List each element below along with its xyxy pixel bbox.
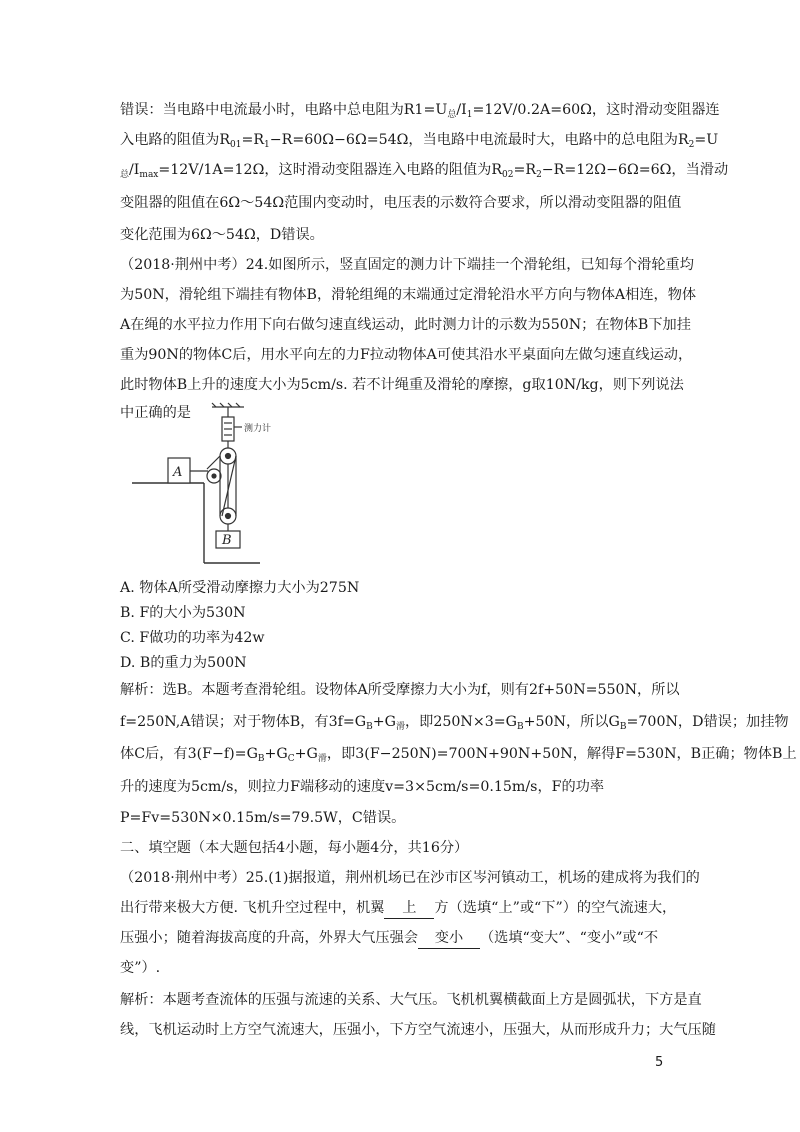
answer-blank-2: 变小	[418, 928, 480, 949]
question-24-line: 中正确的是	[120, 405, 191, 421]
text-line: 变阻器的阻值在6Ω～54Ω范围内变动时，电压表的示数符合要求，所以滑动变阻器的阻值	[120, 195, 682, 211]
text-line: $_总/I_{max}=12V/1A=12\Omega$，这时滑动变阻器连入电路的阻值为$R_{02}=R_2-R=12\Omega-6\Omega=6\Omega$，当滑动	[120, 162, 729, 180]
question-25-line: 出行带来极大方便. 飞机升空过程中，机翼 上 方（选填“上”或“下”）的空气流速大，	[120, 898, 676, 919]
answer-blank-1: 上	[384, 898, 434, 919]
question-25-line: 变”）.	[120, 960, 161, 976]
analysis-24-line: P=Fv=530N×0.15m/s=79.5W，C错误。	[120, 810, 406, 826]
gauge-label: 测力计	[244, 424, 272, 434]
analysis-25-line: 解析：本题考查流体的压强与流速的关系、大气压。飞机机翼横截面上方是圆弧状，下方是直	[120, 992, 702, 1008]
text-line: 变化范围为6Ω～54Ω，D错误。	[120, 227, 324, 243]
section-heading: 二、填空题（本大题包括4小题，每小题4分，共16分）	[120, 840, 469, 856]
question-24-line: （2018·荆州中考）24.如图所示，竖直固定的测力计下端挂一个滑轮组，已知每个滑轮重均	[120, 257, 694, 273]
question-24-line: 此时物体B上升的速度大小为5cm/s. 若不计绳重及滑轮的摩擦，g取10N/kg，则下列说法	[120, 377, 684, 393]
question-24-line: 重为90N的物体C后，用水平向左的力F拉动物体A可使其沿水平桌面向左做匀速直线运动，	[120, 347, 693, 363]
option-a: A. 物体A所受滑动摩擦力大小为275N	[120, 580, 360, 596]
question-25-line: （2018·荆州中考）25.(1)据报道，荆州机场已在沙市区岑河镇动工，机场的建成将为我们的	[120, 870, 700, 886]
text-line: 入电路的阻值为$R_{01}=R_1-R=60\Omega-6\Omega=54\Omega$，当电路中电流最时大，电路中的总电阻为$R_2=U$	[120, 132, 719, 150]
analysis-24-line: f=250N,A错误；对于物体B，有$3f=G_B+G_滑$，即$250N\times 3=G_B+50N$，所以$G_B=700N$，D错误；加挂物	[120, 714, 789, 732]
option-c: C. F做功的功率为42w	[120, 630, 265, 646]
option-b: B. F的大小为530N	[120, 605, 246, 621]
analysis-24-line: 体C后，有$3(F-f)=G_B+G_C+G_滑$，即3(F−250N)=700N+90N+50N，解得F=530N，B正确；物体B上	[120, 746, 797, 764]
text-line: 错误：当电路中电流最小时，电路中总电阻为$R1=U_总/I_1=12V/0.2A=60\Omega$，这时滑动变阻器连	[120, 102, 720, 120]
pulley-diagram	[132, 403, 272, 565]
analysis-25-line: 线，飞机运动时上方空气流速大，压强小，下方空气流速小，压强大，从而形成升力；大气压随	[120, 1022, 716, 1038]
analysis-24-line: 解析：选B。本题考查滑轮组。设物体A所受摩擦力大小为f，则有2f+50N=550N，所以	[120, 682, 680, 698]
block-a-label: A	[173, 465, 183, 480]
block-b-label: B	[222, 533, 232, 548]
question-24-line: 为50N，滑轮组下端挂有物体B，滑轮组绳的末端通过定滑轮沿水平方向与物体A相连，物体	[120, 287, 697, 303]
question-25-line: 压强小；随着海拔高度的升高，外界大气压强会 变小 （选填“变大”、“变小”或“不	[120, 928, 658, 949]
option-d: D. B的重力为500N	[120, 655, 247, 671]
question-24-line: A在绳的水平拉力作用下向右做匀速直线运动，此时测力计的示数为550N；在物体B下加挂	[120, 317, 691, 333]
analysis-24-line: 升的速度为5cm/s，则拉力F端移动的速度v=3×5cm/s=0.15m/s，F的功率	[120, 779, 605, 795]
page-number: 5	[655, 1055, 664, 1070]
